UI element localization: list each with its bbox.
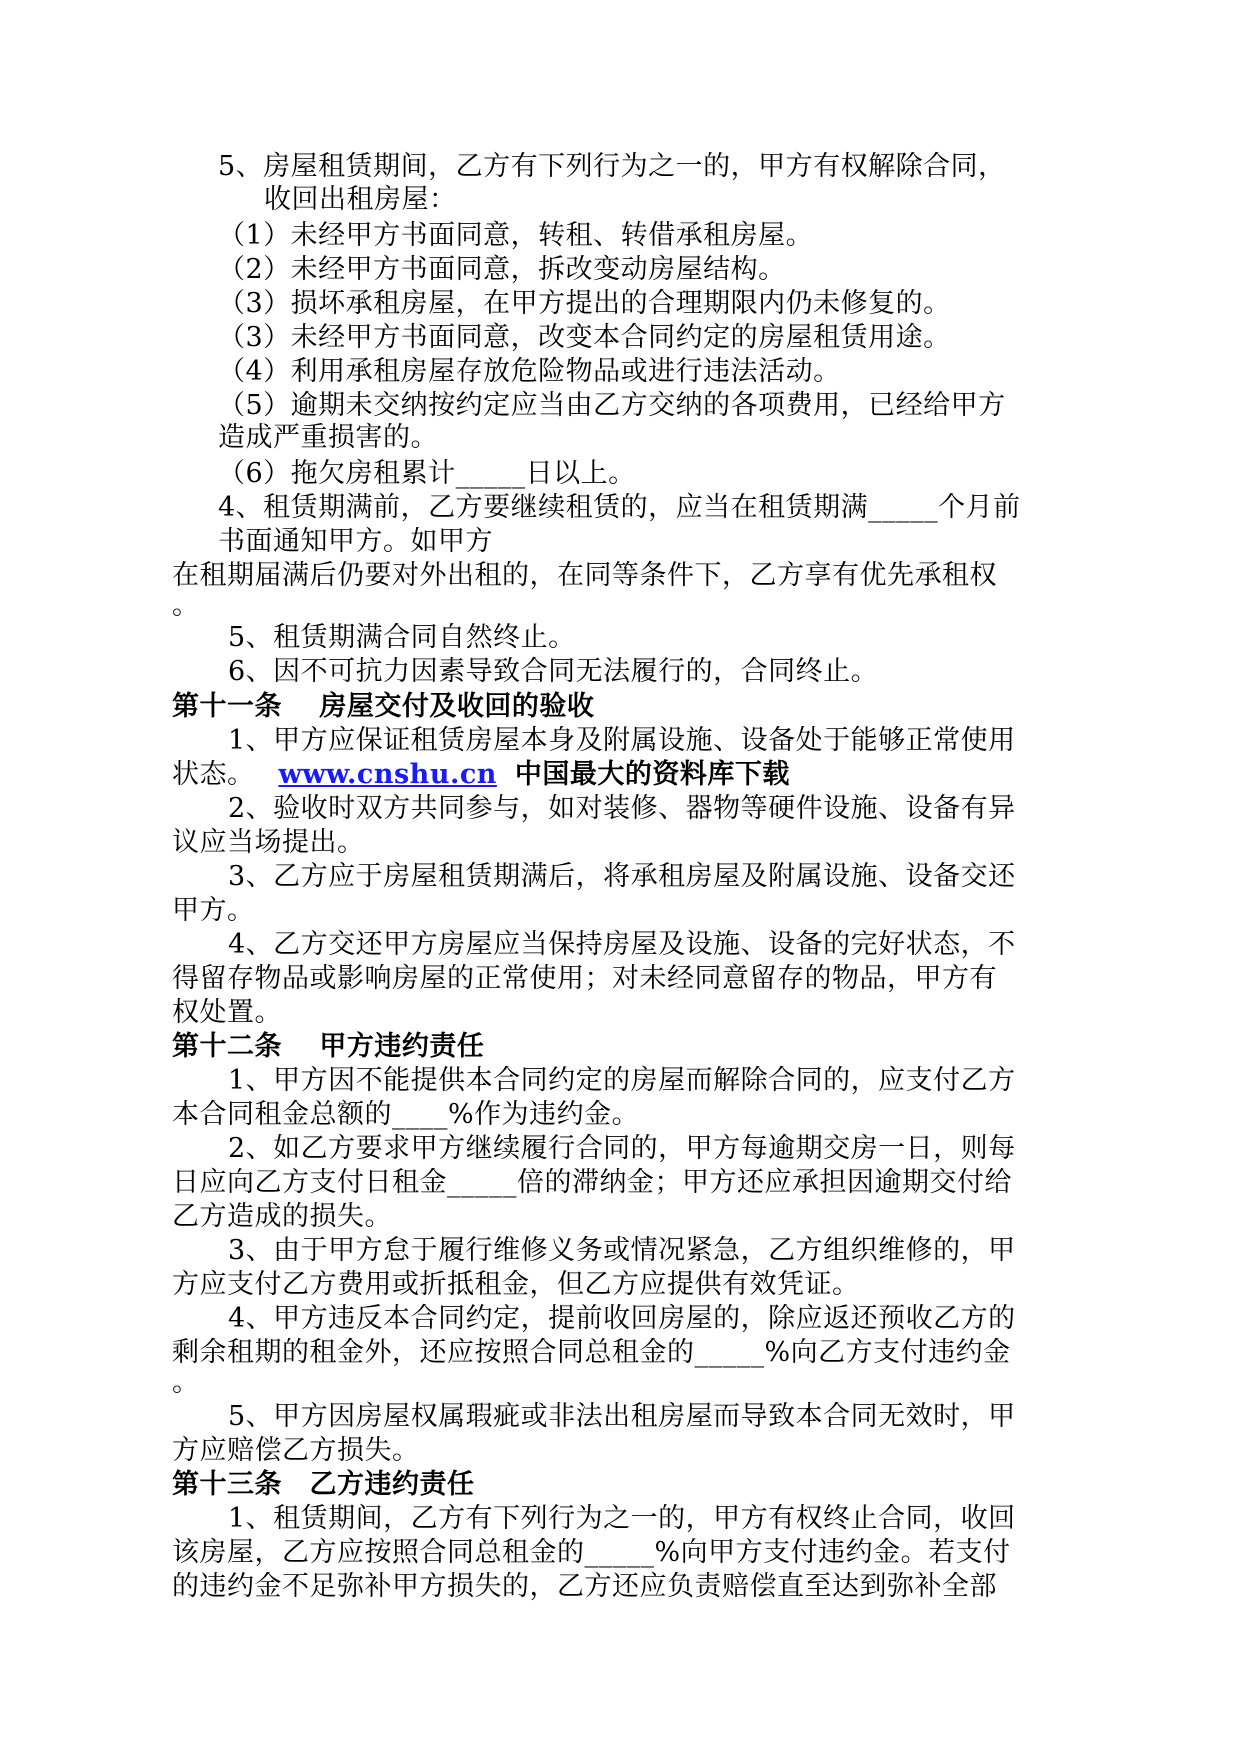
list-item: （3）未经甲方书面同意，改变本合同约定的房屋租赁用途。 [218, 322, 951, 353]
website-link[interactable]: www.cnshu.cn [278, 759, 497, 790]
paragraph-line: 4、甲方违反本合同约定，提前收回房屋的，除应返还预收乙方的 [228, 1303, 1016, 1334]
paragraph-line: 3、由于甲方怠于履行维修义务或情况紧急，乙方组织维修的，甲 [228, 1235, 1016, 1266]
list-item: （3）损坏承租房屋，在甲方提出的合理期限内仍未修复的。 [218, 288, 951, 319]
paragraph-line: 甲方。 [172, 895, 255, 926]
section-heading: 第十二条 甲方违约责任 [172, 1031, 485, 1062]
section-heading: 第十一条 房屋交付及收回的验收 [172, 691, 595, 722]
paragraph-line: 1、甲方因不能提供本合同约定的房屋而解除合同的，应支付乙方 [228, 1065, 1016, 1096]
paragraph-line: 6、因不可抗力因素导致合同无法履行的，合同终止。 [228, 656, 879, 687]
paragraph-line: 在租期届满后仍要对外出租的，在同等条件下，乙方享有优先承租权 [172, 560, 997, 591]
promo-line [172, 758, 790, 792]
list-item: （2）未经甲方书面同意，拆改变动房屋结构。 [218, 254, 786, 285]
paragraph-line: 收回出租房屋： [264, 184, 457, 215]
paragraph-line: 5、租赁期满合同自然终止。 [228, 622, 576, 653]
list-item: （5）逾期未交纳按约定应当由乙方交纳的各项费用，已经给甲方 [218, 390, 1006, 421]
paragraph-line: 2、验收时双方共同参与，如对装修、器物等硬件设施、设备有异 [228, 793, 1016, 824]
paragraph-line: 5、房屋租赁期间，乙方有下列行为之一的，甲方有权解除合同， [218, 151, 1006, 182]
paragraph-line: 该房屋，乙方应按照合同总租金的_____%向甲方支付违约金。若支付 [172, 1537, 1011, 1568]
list-item: （6）拖欠房租累计_____日以上。 [218, 458, 636, 489]
list-item: （4）利用承租房屋存放危险物品或进行违法活动。 [218, 356, 841, 387]
paragraph-line: 本合同租金总额的____%作为违约金。 [172, 1099, 640, 1130]
paragraph-line: 。 [172, 1367, 200, 1398]
paragraph-line: 4、租赁期满前，乙方要继续租赁的，应当在租赁期满_____个月前 [218, 492, 1021, 523]
paragraph-line: 方应支付乙方费用或折抵租金，但乙方应提供有效凭证。 [172, 1269, 860, 1300]
paragraph-line: 议应当场提出。 [172, 827, 365, 858]
paragraph-line: 3、乙方应于房屋租赁期满后，将承租房屋及附属设施、设备交还 [228, 861, 1016, 892]
paragraph-line: 得留存物品或影响房屋的正常使用；对未经同意留存的物品，甲方有 [172, 963, 997, 994]
paragraph-line: 权处置。 [172, 997, 282, 1028]
paragraph-line: 4、乙方交还甲方房屋应当保持房屋及设施、设备的完好状态，不 [228, 929, 1016, 960]
promo-tagline: 中国最大的资料库下载 [514, 759, 790, 790]
paragraph-line: 书面通知甲方。如甲方 [218, 526, 493, 557]
paragraph-line: 的违约金不足弥补甲方损失的，乙方还应负责赔偿直至达到弥补全部 [172, 1571, 997, 1602]
paragraph-line: 造成严重损害的。 [218, 422, 438, 453]
paragraph-line: 乙方造成的损失。 [172, 1201, 392, 1232]
paragraph-line: 剩余租期的租金外，还应按照合同总租金的_____%向乙方支付违约金 [172, 1337, 1011, 1368]
paragraph-line: 2、如乙方要求甲方继续履行合同的，甲方每逾期交房一日，则每 [228, 1133, 1016, 1164]
paragraph-line: 1、租赁期间，乙方有下列行为之一的，甲方有权终止合同，收回 [228, 1503, 1016, 1534]
paragraph-line: 1、甲方应保证租赁房屋本身及附属设施、设备处于能够正常使用 [228, 725, 1016, 756]
list-item: （1）未经甲方书面同意，转租、转借承租房屋。 [218, 220, 814, 251]
paragraph-line: 。 [172, 590, 200, 621]
paragraph-line: 5、甲方因房屋权属瑕疵或非法出租房屋而导致本合同无效时，甲 [228, 1401, 1016, 1432]
paragraph-line: 状态。 [172, 759, 255, 790]
paragraph-line: 日应向乙方支付日租金_____倍的滞纳金；甲方还应承担因逾期交付给 [172, 1167, 1012, 1198]
section-heading: 第十三条 乙方违约责任 [172, 1469, 475, 1500]
paragraph-line: 方应赔偿乙方损失。 [172, 1435, 420, 1466]
